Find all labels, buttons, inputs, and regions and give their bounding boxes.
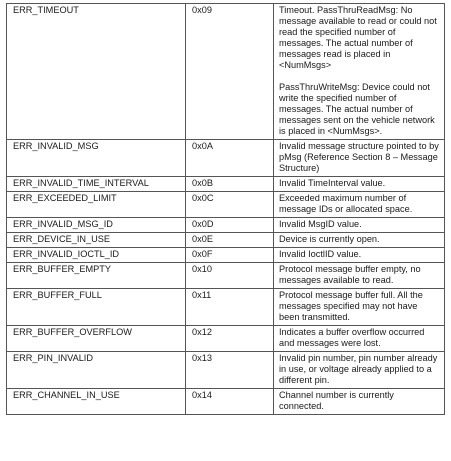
table-row bbox=[7, 140, 445, 177]
table-row bbox=[7, 248, 445, 263]
error-code: 0x0D bbox=[186, 218, 274, 233]
table-row bbox=[7, 289, 445, 326]
error-code: 0x09 bbox=[186, 4, 274, 140]
error-code: 0x0F bbox=[186, 248, 274, 263]
description-paragraph: Invalid IoctlID value. bbox=[279, 249, 362, 259]
table-row bbox=[7, 352, 445, 389]
description-paragraph: Invalid message structure pointed to by pMsg (Reference Section 8 – Message Structure) bbox=[279, 141, 439, 173]
error-name: ERR_BUFFER_FULL bbox=[7, 289, 186, 326]
error-code: 0x14 bbox=[186, 389, 274, 415]
description-paragraph: Invalid pin number, pin number already in use, or voltage already applied to a different pin. bbox=[279, 353, 438, 385]
error-code: 0x13 bbox=[186, 352, 274, 389]
error-code: 0x12 bbox=[186, 326, 274, 352]
error-code: 0x10 bbox=[186, 263, 274, 289]
error-name: ERR_BUFFER_EMPTY bbox=[7, 263, 186, 289]
description-paragraph: Protocol message buffer empty, no messages available to read. bbox=[279, 264, 421, 285]
description-paragraph: PassThruWriteMsg: Device could not write the specified number of messages. The actual number of messages sent on the vehicle network is placed in <NumMsgs>. bbox=[279, 82, 435, 136]
error-code-table-body bbox=[7, 4, 445, 415]
error-code: 0x0C bbox=[186, 192, 274, 218]
error-description bbox=[274, 326, 445, 352]
table-row bbox=[7, 192, 445, 218]
description-paragraph: Device is currently open. bbox=[279, 234, 380, 244]
description-paragraph: Invalid MsgID value. bbox=[279, 219, 362, 229]
error-code: 0x11 bbox=[186, 289, 274, 326]
error-name: ERR_INVALID_MSG bbox=[7, 140, 186, 177]
error-name: ERR_EXCEEDED_LIMIT bbox=[7, 192, 186, 218]
error-description bbox=[274, 192, 445, 218]
error-code: 0x0A bbox=[186, 140, 274, 177]
error-description bbox=[274, 389, 445, 415]
error-description bbox=[274, 289, 445, 326]
error-name: ERR_BUFFER_OVERFLOW bbox=[7, 326, 186, 352]
error-description bbox=[274, 4, 445, 140]
description-paragraph: Invalid TimeInterval value. bbox=[279, 178, 386, 188]
table-row bbox=[7, 263, 445, 289]
error-name: ERR_DEVICE_IN_USE bbox=[7, 233, 186, 248]
error-description bbox=[274, 352, 445, 389]
error-description bbox=[274, 218, 445, 233]
table-row bbox=[7, 177, 445, 192]
error-description bbox=[274, 177, 445, 192]
error-name: ERR_INVALID_TIME_INTERVAL bbox=[7, 177, 186, 192]
table-row bbox=[7, 326, 445, 352]
description-paragraph: Indicates a buffer overflow occurred and messages were lost. bbox=[279, 327, 425, 348]
error-code: 0x0E bbox=[186, 233, 274, 248]
error-name: ERR_CHANNEL_IN_USE bbox=[7, 389, 186, 415]
error-name: ERR_INVALID_IOCTL_ID bbox=[7, 248, 186, 263]
table-row bbox=[7, 218, 445, 233]
error-code-table bbox=[6, 3, 445, 415]
error-name: ERR_PIN_INVALID bbox=[7, 352, 186, 389]
error-description bbox=[274, 233, 445, 248]
table-row bbox=[7, 389, 445, 415]
error-name: ERR_TIMEOUT bbox=[7, 4, 186, 140]
table-row bbox=[7, 233, 445, 248]
description-paragraph: Protocol message buffer full. All the messages specified may not have been transmitted. bbox=[279, 290, 423, 322]
error-name: ERR_INVALID_MSG_ID bbox=[7, 218, 186, 233]
description-paragraph: Timeout. PassThruReadMsg: No message available to read or could not read the specified number of messages. The actual number of messages read is placed in <NumMsgs> bbox=[279, 5, 437, 70]
description-paragraph: Exceeded maximum number of message IDs or allocated space. bbox=[279, 193, 413, 214]
error-description bbox=[274, 140, 445, 177]
error-description bbox=[274, 248, 445, 263]
table-row bbox=[7, 4, 445, 140]
error-code: 0x0B bbox=[186, 177, 274, 192]
description-paragraph: Channel number is currently connected. bbox=[279, 390, 394, 411]
error-description bbox=[274, 263, 445, 289]
